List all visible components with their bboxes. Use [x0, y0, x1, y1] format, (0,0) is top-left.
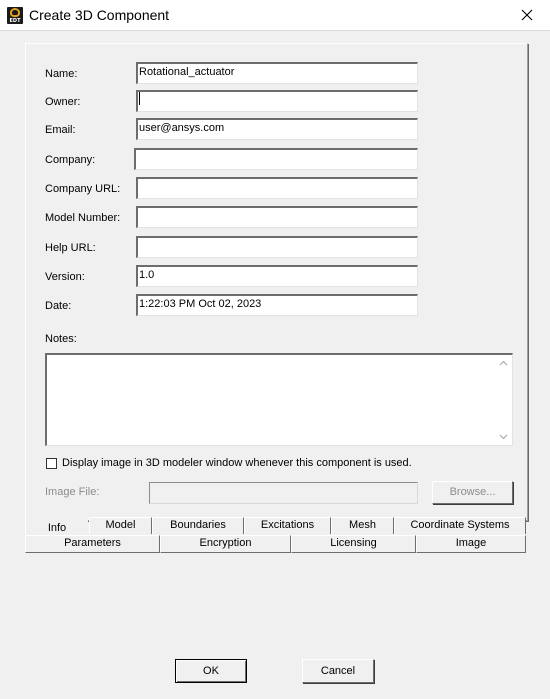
date-input[interactable]: 1:22:03 PM Oct 02, 2023	[136, 294, 418, 316]
tab-coordinate-systems[interactable]: Coordinate Systems	[394, 517, 526, 534]
window-title: Create 3D Component	[29, 7, 170, 23]
display-image-label[interactable]: Display image in 3D modeler window whenever this component is used.	[62, 457, 412, 469]
image-file-label: Image File:	[45, 486, 100, 498]
company-label: Company:	[45, 154, 96, 166]
company-url-input[interactable]	[136, 177, 418, 199]
owner-input[interactable]	[136, 90, 418, 112]
tab-image[interactable]: Image	[416, 535, 526, 553]
close-button[interactable]	[504, 0, 550, 30]
help-url-label: Help URL:	[45, 242, 96, 254]
tab-parameters[interactable]: Parameters	[25, 535, 160, 553]
close-icon	[521, 9, 533, 21]
version-label: Version:	[45, 271, 85, 283]
model-number-label: Model Number:	[45, 212, 121, 224]
tab-excitations[interactable]: Excitations	[244, 517, 331, 534]
email-label: Email:	[45, 124, 76, 136]
tab-info[interactable]: Info	[25, 520, 88, 536]
owner-label: Owner:	[45, 96, 81, 108]
model-number-input[interactable]	[136, 206, 418, 228]
help-url-input[interactable]	[136, 236, 418, 258]
display-image-checkbox[interactable]	[46, 458, 57, 469]
name-label: Name:	[45, 68, 78, 80]
company-input[interactable]	[134, 148, 418, 170]
scroll-up-icon[interactable]	[499, 359, 508, 368]
email-input[interactable]: user@ansys.com	[136, 118, 418, 140]
tab-encryption[interactable]: Encryption	[160, 535, 291, 553]
notes-textarea[interactable]	[45, 353, 513, 446]
company-url-label: Company URL:	[45, 183, 121, 195]
text-caret	[139, 92, 140, 105]
version-input[interactable]: 1.0	[136, 265, 418, 287]
browse-button[interactable]: Browse...	[432, 481, 513, 504]
app-icon	[7, 7, 23, 24]
image-file-input[interactable]	[149, 482, 418, 504]
tab-boundaries[interactable]: Boundaries	[152, 517, 244, 534]
name-input[interactable]: Rotational_actuator	[136, 62, 418, 84]
scroll-down-icon[interactable]	[499, 432, 508, 441]
title-bar	[0, 0, 550, 31]
date-label: Date:	[45, 300, 72, 312]
tab-mesh[interactable]: Mesh	[331, 517, 394, 534]
app-icon-text: EDT	[9, 18, 21, 24]
notes-label: Notes:	[45, 333, 77, 345]
tab-model[interactable]: Model	[89, 517, 152, 534]
ok-button[interactable]: OK	[175, 659, 247, 683]
cancel-button[interactable]: Cancel	[302, 659, 374, 683]
tab-licensing[interactable]: Licensing	[291, 535, 416, 553]
app-logo-glyph	[10, 8, 20, 17]
